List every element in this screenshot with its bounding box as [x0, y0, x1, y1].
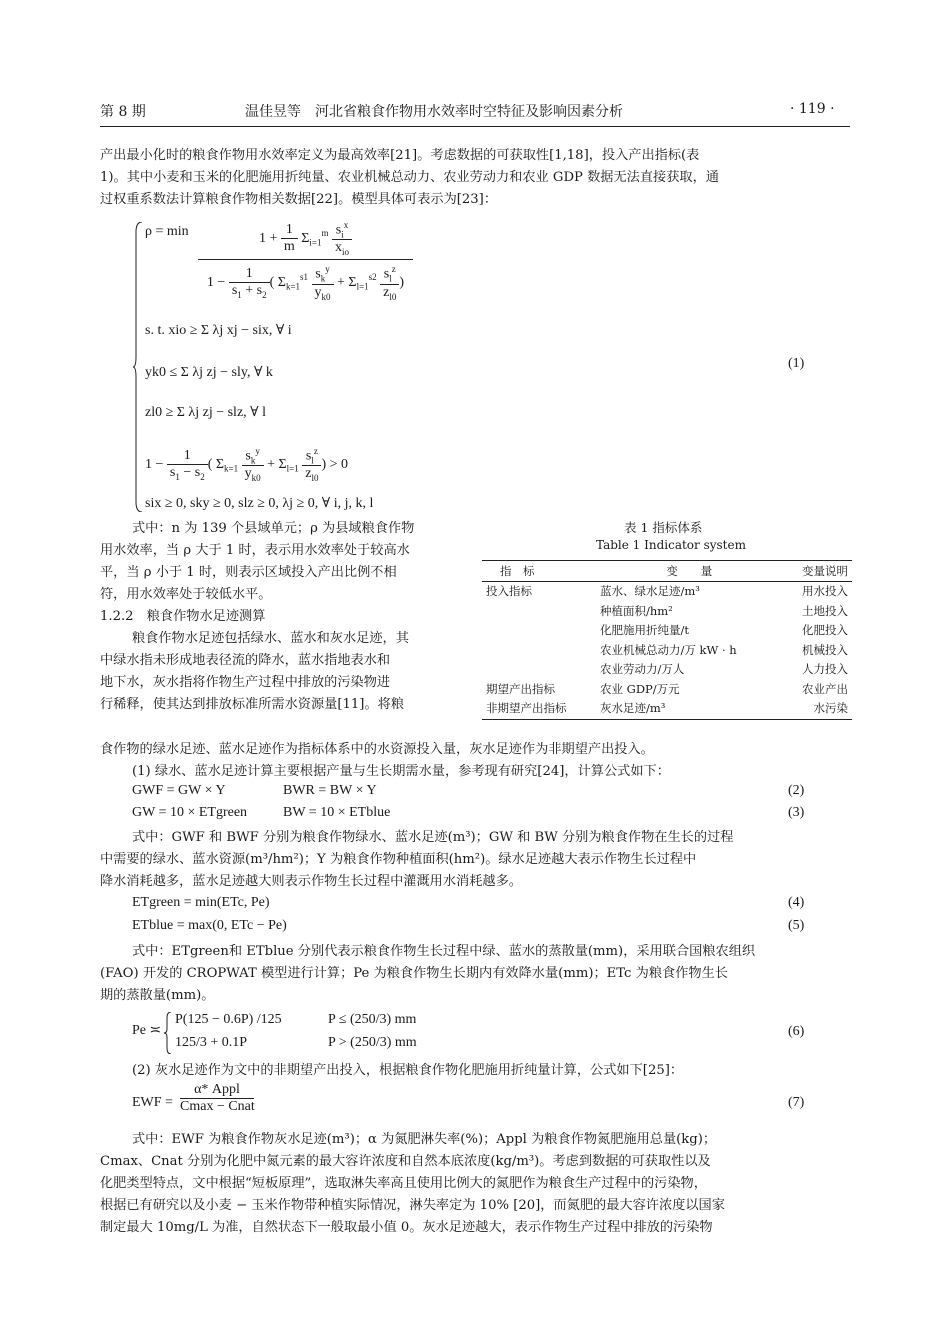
equation-number-2: (2) [788, 783, 805, 798]
text-line: 产出最小化时的粮食作物用水效率定义为最高效率[21]。考虑数据的可获取性[1,18]，投入产出指标(表 [100, 148, 700, 163]
text-line: Cmax、Cnat 分别为化肥中氮元素的最大容许浓度和自然本底浓度(kg/m³)。考虑到数据的可获取性以及 [100, 1154, 711, 1169]
table-row: 种植面积/hm² 土地投入 [600, 603, 848, 618]
equation-6-cond2: P > (250/3) mm [328, 1035, 417, 1050]
system-brace [133, 222, 143, 512]
equation-2-right: BWR = BW × Y [283, 783, 377, 798]
equation-7-numerator: α* Appl [180, 1082, 254, 1099]
table-row: 投入指标 蓝水、绿水足迹/m³ 用水投入 [486, 584, 848, 598]
text-line: (FAO) 开发的 CROPWAT 模型进行计算；Pe 为粮食作物生长期内有效降水量(mm)；ETc 为粮食作物生长 [100, 966, 728, 981]
equation-number-7: (7) [788, 1095, 805, 1110]
paragraph-gwf-definition [100, 827, 850, 893]
text-line: 用水效率，当 ρ 大于 1 时，表示用水效率处于较高水 [100, 543, 410, 558]
paragraph-et-definition [100, 941, 850, 1007]
running-title: 温佳昱等 河北省粮食作物用水效率时空特征及影响因素分析 [245, 104, 623, 120]
constraint-2: yk0 ≤ Σ λj zj − sly, ∀ k [145, 365, 273, 380]
paragraph-continuation: 食作物的绿水足迹、蓝水足迹作为指标体系中的水资源投入量，灰水足迹作为非期望产出投入。 [100, 742, 654, 757]
equation-6-brace [164, 1012, 172, 1054]
table-row: 农业劳动力/万人 人力投入 [600, 662, 848, 676]
constraint-1: s. t. xio ≥ Σ λj xj − six, ∀ i [145, 323, 292, 338]
constraint-3: zl0 ≥ Σ λj zj − slz, ∀ l [145, 405, 267, 420]
equation-6-lhs: Pe ≍ [132, 1023, 162, 1038]
equation-6-case1: P(125 − 0.6P) /125 [175, 1012, 282, 1027]
table-row: 非期望产出指标 灰水足迹/m³ 水污染 [482, 699, 852, 719]
equation-number-6: (6) [788, 1024, 805, 1039]
table-row: 化肥施用折纯量/t 化肥投入 [600, 623, 848, 637]
paragraph-rho-definition [100, 518, 414, 716]
table-row: 农业机械总动力/万 kW · h 机械投入 [600, 642, 848, 657]
equation-number-1: (1) [788, 356, 805, 371]
text-line: 式中：GWF 和 BWF 分别为粮食作物绿水、蓝水足迹(m³)；GW 和 BW 分别为粮食作物在生长的过程 [132, 830, 734, 845]
journal-issue: 第 8 期 [100, 104, 146, 120]
text-line: 式中：n 为 139 个县域单元；ρ 为县域粮食作物 [132, 521, 415, 536]
table-header: 变量说明 [782, 561, 852, 582]
constraint-5: six ≥ 0, sky ≥ 0, slz ≥ 0, λj ≥ 0, ∀ i, j, k, l [145, 496, 374, 511]
text-line: 平，当 ρ 小于 1 时，则表示区域投入产出比例不相 [100, 565, 397, 580]
text-line: 中需要的绿水、蓝水资源(m³/hm²)；Y 为粮食作物种植面积(hm²)。绿水足迹越大表示作物生长过程中 [100, 852, 697, 867]
page-number: · 119 · [790, 101, 835, 117]
table-header: 变 量 [596, 561, 782, 582]
equation-number-4: (4) [788, 895, 805, 910]
text-line: 降水消耗越多，蓝水足迹越大则表示作物生长过程中灌溉用水消耗越多。 [100, 874, 522, 889]
text-line: 式中：EWF 为粮食作物灰水足迹(m³)；α 为氮肥淋失率(%)；Appl 为粮食作物氮肥施用总量(kg)； [132, 1132, 717, 1147]
paragraph-intro [100, 145, 850, 211]
paragraph-ewf-definition [100, 1129, 850, 1239]
text-line: 式中：ETgreen和 ETblue 分别代表示粮食作物生长过程中绿、蓝水的蒸散量(mm)，采用联合国粮农组织 [132, 944, 756, 959]
text-line: 地下水，灰水指将作物生产过程中排放的污染物进 [100, 675, 391, 690]
text-line: 1)。其中小麦和玉米的化肥施用折纯量、农业机械总动力、农业劳动力和农业 GDP 数据无法直接获取，通 [100, 170, 719, 185]
text-line: 化肥类型特点，文中根据“短板原理”，选取淋失率高且使用比例大的氮肥作为粮食生产过程中的污染物， [100, 1176, 707, 1191]
rho-label: ρ = min [145, 224, 189, 239]
equation-3-left: GW = 10 × ETgreen [132, 805, 248, 820]
equation-6-cond1: P ≤ (250/3) mm [328, 1012, 417, 1027]
table-1-title-cn: 表 1 指标体系 [624, 520, 703, 535]
text-line: 制定最大 10mg/L 为准，自然状态下一般取最小值 0。灰水足迹越大，表示作物生产过程中排放的污染物 [100, 1220, 713, 1235]
equation-3-right: BW = 10 × ETblue [283, 805, 391, 820]
equation-2-left: GWF = GW × Y [132, 783, 226, 798]
equation-number-3: (3) [788, 805, 805, 820]
equation-4: ETgreen = min(ETc, Pe) [132, 895, 270, 910]
equation-7-lhs: EWF = [132, 1095, 173, 1110]
equation-1-fraction: 1 + $\frac{1}{m}$ $\Sigma_{i=1}^m$ $\frac{s_i^x}{x_{io}}$ 1 − $\frac{1}{s_1 + s_2}$ ( $\Sigma_{k=1}^{s1}$ $\frac{s_k^y}{y_{k0}}$ + $\Sigma_{l=1}^{s2}$ $\frac{s_l^z}{z_{l0}}$ ) [198, 220, 413, 302]
paragraph-grey-water: (2) 灰水足迹作为文中的非期望产出投入，根据粮食作物化肥施用折纯量计算，公式如下[25]： [132, 1063, 684, 1078]
equation-number-5: (5) [788, 918, 805, 933]
equation-7-denominator: Cmax − Cnat [180, 1099, 255, 1114]
header-rule [100, 126, 850, 127]
table-header: 指 标 [482, 561, 596, 582]
table-1 [482, 560, 852, 720]
table-1-title-en: Table 1 Indicator system [596, 538, 746, 552]
text-line: 过权重系数法计算粮食作物相关数据[22]。模型具体可表示为[23]： [100, 192, 498, 207]
constraint-4: 1 − $\frac{1}{s_1 - s_2}$ ( $\Sigma_{k=1}$ $\frac{s_k^y}{y_{k0}}$ + $\Sigma_{l=1}$ $\frac{s_l^z}{z_{l0}}$ ) > 0 [145, 446, 349, 484]
section-heading: 1.2.2 粮食作物水足迹测算 [100, 609, 266, 624]
table-row: 期望产出指标 农业 GDP/万元 农业产出 [486, 681, 848, 696]
equation-5: ETblue = max(0, ETc − Pe) [132, 918, 287, 933]
text-line: 中绿水指未形成地表径流的降水，蓝水指地表水和 [100, 653, 391, 668]
text-line: 粮食作物水足迹包括绿水、蓝水和灰水足迹，其 [132, 631, 409, 646]
text-line: 符，用水效率处于较低水平。 [100, 587, 272, 602]
text-line: 根据已有研究以及小麦 − 玉米作物带种植实际情况，淋失率定为 10% [20]，而氮肥的最大容许浓度以国家 [100, 1198, 725, 1213]
paragraph-green-blue: (1) 绿水、蓝水足迹计算主要根据产量与生长期需水量，参考现有研究[24]，计算公式如下： [132, 764, 670, 779]
equation-7-fraction [180, 1082, 254, 1115]
equation-6-case2: 125/3 + 0.1P [175, 1035, 248, 1050]
text-line: 行稀释，使其达到排放标准所需水资源量[11]。将粮 [100, 697, 405, 712]
equation-1-objective [145, 224, 189, 240]
text-line: 期的蒸散量(mm)。 [100, 988, 215, 1003]
